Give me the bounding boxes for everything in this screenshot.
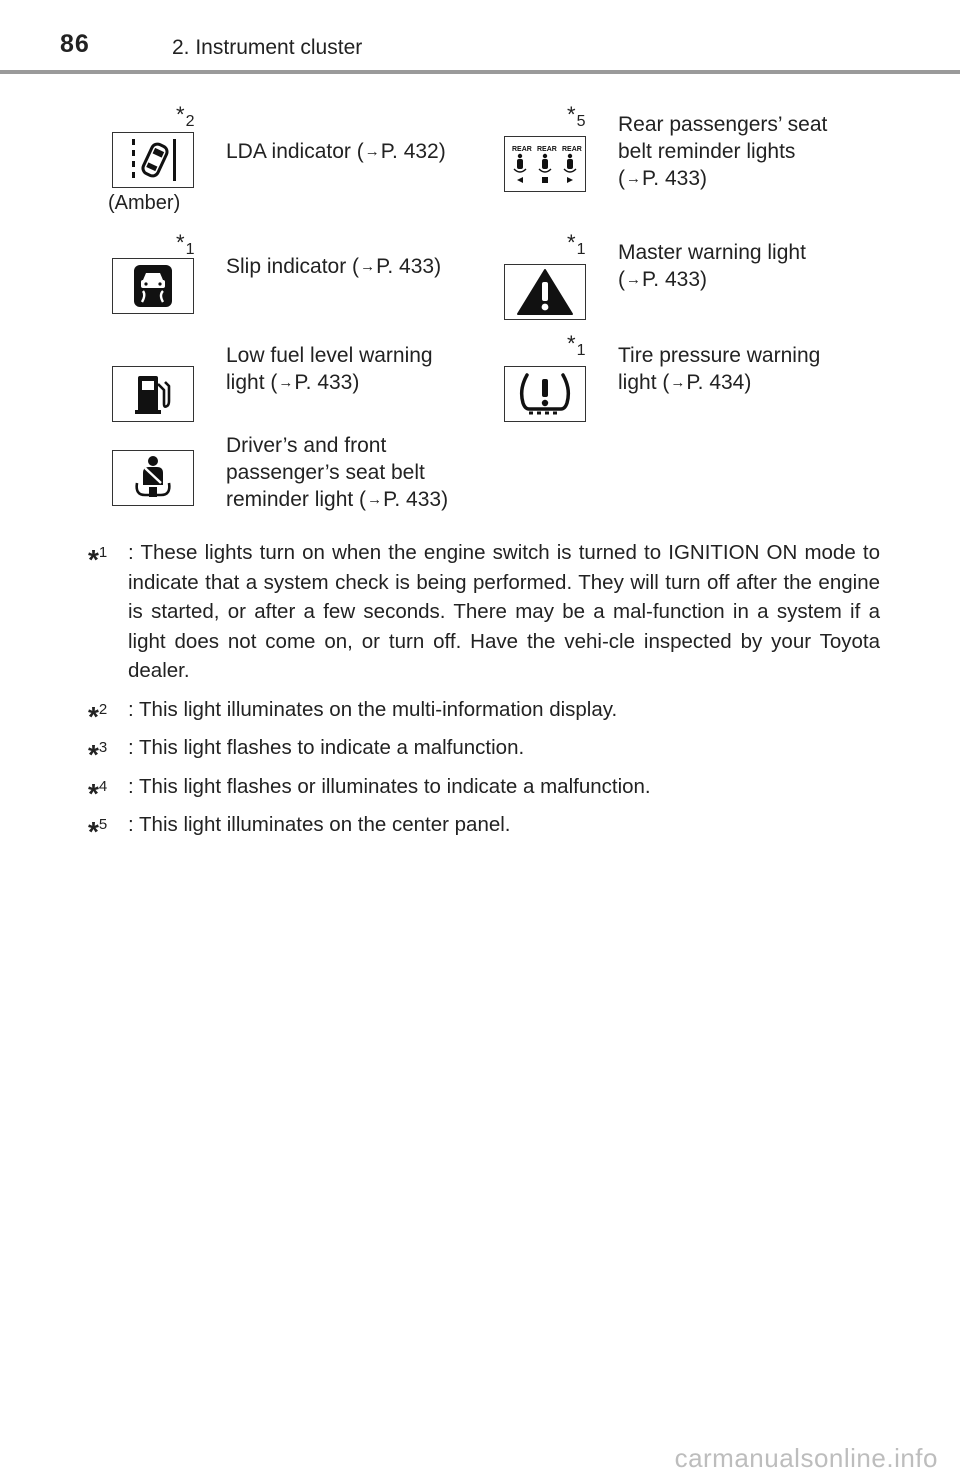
asterisk-note: *2: [176, 102, 195, 130]
arrow-icon: →: [278, 374, 294, 391]
header-rule: [0, 70, 960, 74]
page-header: [0, 0, 960, 78]
footnote-4: *$^4$ : This light flashes or illuminates to indicate a malfunction.: [88, 772, 880, 802]
footnote-5: *$^5$ : This light illuminates on the center panel.: [88, 810, 880, 840]
footnote-marker: *$^3$: [88, 739, 108, 770]
footnote-2: *$^2$ : This light illuminates on the multi-information display.: [88, 695, 880, 725]
section-title: 2. Instrument cluster: [172, 36, 363, 59]
asterisk-note: *5: [567, 102, 586, 130]
slip-indicator-icon: [128, 262, 178, 310]
asterisk-note: *1: [567, 230, 586, 258]
seatbelt-text: Driver’s and front passenger’s seat belt reminder light (→P. 433): [226, 434, 449, 511]
footnote-1: *$^1$ : These lights turn on when the engine switch is turned to IGNITION ON mode to indicate that a system check is being performed. They will turn off after the engine is started, or after a few seconds. There may be a mal-function in a system if a light does not come on, or turn off. Have the vehi-cle inspected by your Toyota dealer.: [88, 538, 880, 686]
low-fuel-icon-box: [112, 366, 194, 422]
rear-seatbelt-text: Rear passengers’ seat belt reminder lights (→P. 433): [618, 113, 828, 190]
footnote-marker: *$^1$: [88, 544, 108, 575]
amber-caption: (Amber): [108, 192, 181, 214]
slip-indicator-text: Slip indicator (→P. 433): [226, 255, 442, 278]
footnote-marker: *$^2$: [88, 700, 108, 732]
tire-pressure-icon-box: [504, 366, 586, 422]
arrow-icon: →: [626, 170, 641, 187]
fuel-pump-icon: [133, 370, 173, 418]
rear-label: REAR: [562, 146, 582, 153]
arrow-icon: →: [360, 258, 376, 275]
watermark: carmanualsonline.info: [674, 1443, 938, 1473]
master-warning-icon: [515, 267, 575, 317]
rear-seatbelt-icon-box: [504, 136, 586, 192]
lda-indicator-icon-box: [112, 132, 194, 188]
lda-lane-departure-icon: [123, 136, 183, 184]
master-warning-text: Master warning light (→P. 433): [618, 241, 806, 291]
asterisk-note: *1: [567, 331, 586, 359]
footnote-marker: *$^4$: [88, 777, 108, 809]
asterisk-note: *1: [176, 230, 195, 258]
footnote-3: *$^3$ : This light flashes to indicate a malfunction.: [88, 733, 880, 763]
arrow-icon: →: [364, 143, 380, 160]
lda-indicator-text: LDA indicator (→P. 432): [226, 140, 446, 163]
arrow-icon: →: [367, 491, 383, 508]
arrow-icon: →: [626, 271, 641, 288]
seatbelt-reminder-icon: [123, 453, 183, 503]
seatbelt-icon-box: [112, 450, 194, 506]
tire-pressure-text: Tire pressure warning light (→P. 434): [618, 344, 821, 394]
footnote-marker: *$^5$: [88, 816, 108, 847]
rear-label: REAR: [512, 146, 532, 153]
footnotes: [88, 538, 880, 849]
slip-indicator-icon-box: [112, 258, 194, 314]
arrow-icon: →: [670, 374, 686, 391]
master-warning-icon-box: [504, 264, 586, 320]
page-number: 86: [60, 30, 90, 58]
rear-seatbelt-reminder-icon: [506, 139, 584, 189]
rear-label: REAR: [537, 146, 557, 153]
tire-pressure-icon: [513, 369, 577, 419]
low-fuel-text: Low fuel level warning light (→P. 433): [226, 344, 433, 394]
